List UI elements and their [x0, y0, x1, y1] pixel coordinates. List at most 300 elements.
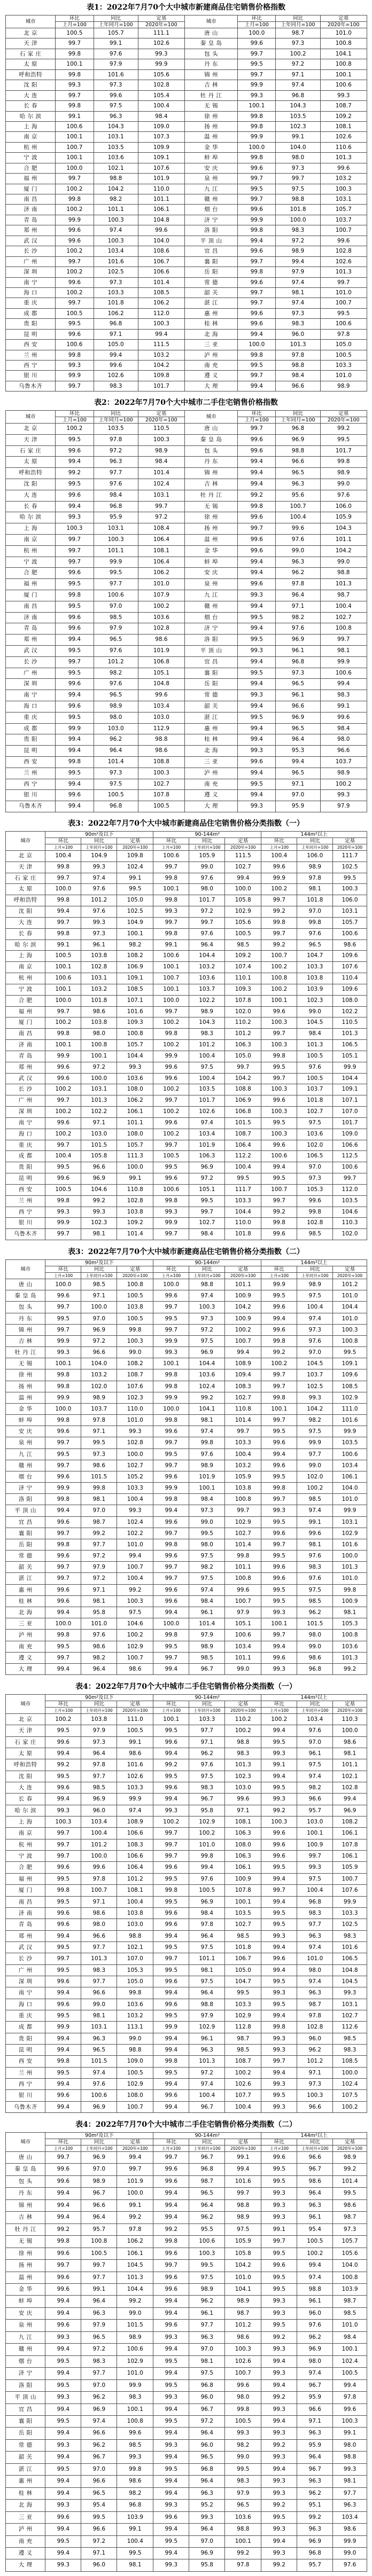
city-name-cell: 成 都	[6, 308, 56, 318]
index-value-cell: 99.3	[238, 690, 276, 701]
index-value-cell: 102.0	[297, 1140, 333, 1151]
index-value-cell: 99.4	[153, 2296, 189, 2307]
index-value-cell: 100.3	[45, 1816, 81, 1828]
index-value-cell: 99.4	[56, 690, 94, 701]
city-name-cell: 宜 昌	[185, 656, 238, 668]
index-value-cell: 100.6	[320, 319, 367, 329]
index-value-cell: 96.9	[189, 1896, 225, 1907]
index-value-cell: 99.7	[153, 1828, 189, 1839]
index-value-cell: 113.1	[117, 2022, 153, 2033]
table-row	[6, 2452, 367, 2463]
city-name-cell: 北 海	[6, 2500, 45, 2511]
index-value-cell: 97.7	[333, 2487, 367, 2499]
city-name-cell: 长 春	[6, 501, 56, 512]
index-value-cell: 99.3	[261, 2344, 297, 2355]
table-row	[6, 174, 367, 184]
index-value-cell: 99.7	[153, 917, 189, 928]
index-value-cell: 98.7	[276, 28, 320, 38]
table-row	[6, 534, 367, 545]
index-value-cell: 109.2	[225, 951, 261, 962]
subheader-row	[6, 2146, 367, 2152]
city-name-cell: 平 顶 山	[185, 645, 238, 656]
index-value-cell: 100.1	[189, 1483, 225, 1494]
table-row	[6, 1062, 367, 1073]
index-value-cell: 102.7	[297, 1107, 333, 1118]
index-value-cell: 97.6	[320, 490, 367, 501]
index-value-cell: 102.6	[225, 2355, 261, 2367]
index-column-header: 同比	[81, 838, 117, 844]
table-row	[6, 215, 367, 225]
index-value-cell: 100.7	[117, 1652, 153, 1663]
index-value-cell: 100.4	[297, 1302, 333, 1313]
index-value-cell: 98.4	[276, 371, 320, 381]
base-period-header: 上年同月=100	[94, 22, 138, 28]
city-name-cell: 厦 门	[6, 1017, 45, 1029]
index-value-cell: 96.9	[81, 2101, 117, 2112]
index-value-cell: 97.1	[189, 1736, 225, 1748]
city-name-cell: 南 宁	[6, 1117, 45, 1129]
index-value-cell: 100.5	[117, 1290, 153, 1302]
index-value-cell: 103.0	[225, 1782, 261, 1794]
index-value-cell: 99.6	[153, 1290, 189, 1302]
index-value-cell: 99.2	[261, 2392, 297, 2403]
index-value-cell: 96.7	[189, 2403, 225, 2415]
table-title: 表4：2022年7月70个大中城市二手住宅销售价格分类指数（一）	[75, 1682, 297, 1691]
index-value-cell: 99.4	[261, 1313, 297, 1324]
index-value-cell: 99.5	[45, 2415, 81, 2427]
city-name-cell: 唐 山	[6, 1279, 45, 1290]
city-name-cell: 广 州	[6, 256, 56, 267]
index-value-cell: 99.5	[117, 884, 153, 895]
index-value-cell: 100.2	[261, 1358, 297, 1369]
index-value-cell: 105.0	[117, 1976, 153, 1987]
city-name-cell: 秦 皇 岛	[6, 1290, 45, 1302]
index-value-cell: 97.2	[276, 59, 320, 69]
index-value-cell: 99.6	[45, 1290, 81, 1302]
index-value-cell: 99.4	[45, 2212, 81, 2223]
index-value-cell: 99.6	[45, 2175, 81, 2187]
table-row	[6, 1107, 367, 1118]
index-value-cell: 98.7	[297, 1999, 333, 2010]
city-name-cell: 长 春	[6, 101, 56, 111]
index-value-cell: 98.6	[81, 1907, 117, 1919]
index-value-cell: 101.4	[138, 468, 184, 479]
index-value-cell: 96.3	[276, 557, 320, 568]
index-value-cell: 99.6	[153, 2511, 189, 2523]
index-value-cell: 97.4	[276, 298, 320, 308]
index-column-header: 同比	[189, 2139, 225, 2146]
index-value-cell: 110.3	[333, 1218, 367, 1229]
index-value-cell: 100.0	[153, 995, 189, 1006]
index-value-cell: 99.6	[238, 545, 276, 557]
index-value-cell: 98.9	[189, 2283, 225, 2295]
index-column-header: 同比	[94, 15, 138, 22]
index-value-cell: 99.6	[297, 1195, 333, 1207]
city-name-cell: 济 宁	[6, 1483, 45, 1494]
table-row	[6, 1335, 367, 1346]
city-name-cell: 惠 州	[185, 308, 238, 318]
index-value-cell: 99.2	[189, 1392, 225, 1403]
table-row	[6, 1976, 367, 1987]
index-value-cell: 101.3	[117, 2272, 153, 2283]
city-name-cell: 襄 阳	[6, 1528, 45, 1539]
index-value-cell: 101.6	[117, 1759, 153, 1771]
index-value-cell: 101.9	[117, 2175, 153, 2187]
index-value-cell: 99.9	[45, 1392, 81, 1403]
index-value-cell: 97.6	[297, 1725, 333, 1736]
index-value-cell: 98.9	[94, 701, 138, 712]
index-value-cell: 97.0	[81, 2463, 117, 2475]
index-value-cell: 102.5	[94, 267, 138, 277]
index-value-cell: 97.1	[276, 601, 320, 612]
table-row	[6, 2152, 367, 2164]
index-value-cell: 99.3	[45, 2500, 81, 2511]
index-value-cell: 103.1	[320, 194, 367, 205]
index-value-cell: 99.1	[56, 111, 94, 121]
index-value-cell: 99.8	[117, 1987, 153, 1999]
base-period-header: 上年同月=100	[189, 1708, 225, 1714]
index-value-cell: 99.4	[261, 1941, 297, 1953]
index-value-cell: 106.2	[138, 298, 184, 308]
city-name-cell: 银 川	[6, 2090, 45, 2101]
index-value-cell: 104.0	[333, 1483, 367, 1494]
index-value-cell: 96.4	[189, 1930, 225, 1941]
index-value-cell: 112.6	[333, 2022, 367, 2033]
index-value-cell: 99.3	[153, 2439, 189, 2451]
table-row	[6, 1930, 367, 1941]
index-value-cell: 99.8	[238, 121, 276, 131]
index-value-cell: 99.7	[153, 1095, 189, 1107]
index-value-cell: 107.0	[333, 1107, 367, 1118]
index-value-cell: 96.9	[297, 2535, 333, 2547]
city-name-cell: 包 头	[6, 1302, 45, 1313]
header-row	[6, 411, 367, 417]
index-value-cell: 99.6	[56, 236, 94, 246]
index-value-cell: 99.7	[56, 557, 94, 568]
index-value-cell: 97.3	[333, 2223, 367, 2235]
city-name-cell: 济 宁	[6, 2368, 45, 2379]
index-value-cell: 101.3	[320, 267, 367, 277]
city-name-cell: 兰 州	[6, 1195, 45, 1207]
table-row	[6, 623, 367, 635]
index-value-cell: 107.6	[117, 1381, 153, 1392]
index-value-cell: 100.2	[45, 1714, 81, 1725]
index-value-cell: 105.8	[81, 1151, 117, 1162]
city-name-cell: 九 江	[185, 184, 238, 194]
index-value-cell: 99.8	[56, 194, 94, 205]
index-value-cell: 99.6	[56, 679, 94, 690]
table-row	[6, 656, 367, 668]
index-value-cell: 100.2	[56, 287, 94, 297]
table-row	[6, 1006, 367, 1017]
base-period-header: 上月=100	[238, 22, 276, 28]
city-name-cell: 银 川	[6, 790, 56, 801]
city-name-cell: 徐 州	[185, 512, 238, 523]
index-value-cell: 101.2	[117, 1873, 153, 1884]
index-value-cell: 101.4	[189, 1618, 225, 1630]
table-row	[6, 1641, 367, 1652]
index-value-cell: 104.2	[225, 1302, 261, 1313]
index-value-cell: 102.5	[333, 1919, 367, 1930]
index-value-cell: 96.2	[189, 2296, 225, 2307]
index-value-cell: 99.4	[153, 2044, 189, 2055]
index-value-cell: 98.0	[297, 1964, 333, 1976]
index-value-cell: 95.7	[81, 2223, 117, 2235]
index-value-cell: 103.2	[189, 962, 225, 973]
index-value-cell: 101.0	[81, 1618, 117, 1630]
document-page	[5, 0, 367, 2576]
index-value-cell: 102.6	[225, 2079, 261, 2090]
index-value-cell: 101.6	[94, 256, 138, 267]
index-value-cell: 99.3	[261, 2524, 297, 2535]
city-name-cell: 西 宁	[6, 361, 56, 371]
index-value-cell: 100.5	[56, 28, 94, 38]
city-name-cell: 岳 阳	[6, 2428, 45, 2439]
index-value-cell: 99.5	[189, 1195, 225, 1207]
index-value-cell: 98.5	[81, 1782, 117, 1794]
city-name-cell: 韶 关	[6, 2452, 45, 2463]
index-value-cell: 99.6	[261, 1851, 297, 1862]
index-value-cell: 96.8	[276, 424, 320, 435]
city-name-cell: 重 庆	[6, 1140, 45, 1151]
table-row	[6, 2392, 367, 2403]
index-value-cell: 101.0	[320, 371, 367, 381]
index-value-cell: 110.4	[333, 973, 367, 984]
table-row	[6, 49, 367, 59]
index-value-cell: 106.2	[117, 2236, 153, 2248]
index-value-cell: 100.2	[153, 1129, 189, 1140]
index-value-cell: 102.7	[225, 1392, 261, 1403]
index-value-cell: 100.4	[117, 2535, 153, 2547]
index-value-cell: 96.9	[189, 2547, 225, 2559]
area-group-header: 90m²及以下	[45, 1260, 153, 1266]
index-value-cell: 99.1	[261, 1759, 297, 1771]
index-value-cell: 101.2	[333, 1279, 367, 1290]
index-value-cell: 96.0	[276, 329, 320, 339]
index-value-cell: 99.7	[45, 1573, 81, 1584]
index-value-cell: 103.6	[189, 1369, 225, 1381]
index-value-cell: 99.4	[45, 2079, 81, 2090]
index-value-cell: 102.9	[189, 1816, 225, 1828]
index-value-cell: 99.8	[261, 1335, 297, 1346]
index-value-cell: 100.3	[333, 884, 367, 895]
index-value-cell: 99.5	[261, 1173, 297, 1185]
index-value-cell: 98.1	[320, 645, 367, 656]
header-row	[6, 1266, 367, 1273]
index-value-cell: 102.9	[117, 2355, 153, 2367]
index-value-cell: 99.7	[45, 2260, 81, 2272]
table-section-2	[5, 395, 367, 816]
index-value-cell: 96.3	[297, 1987, 333, 1999]
table-row	[6, 163, 367, 173]
index-value-cell: 99.6	[153, 1999, 189, 2010]
index-column-header: 同比	[297, 1266, 333, 1273]
index-value-cell: 102.8	[81, 962, 117, 973]
city-name-cell: 安 庆	[6, 2307, 45, 2319]
index-value-cell: 100.8	[320, 59, 367, 69]
index-value-cell: 97.5	[189, 2272, 225, 2283]
index-value-cell: 99.8	[153, 873, 189, 884]
base-period-header: 上月=100	[153, 1273, 189, 1279]
base-period-header: 2020年=100	[117, 1708, 153, 1714]
index-value-cell: 99.5	[261, 1551, 297, 1562]
index-value-cell: 98.5	[297, 1229, 333, 1240]
city-name-cell: 九 江	[6, 1448, 45, 1460]
index-value-cell: 97.8	[117, 2223, 153, 2235]
index-value-cell: 96.6	[297, 2152, 333, 2164]
index-value-cell: 106.6	[138, 267, 184, 277]
index-value-cell: 97.1	[297, 2067, 333, 2078]
index-value-cell: 96.9	[333, 1805, 367, 1816]
index-value-cell: 99.6	[320, 163, 367, 173]
index-value-cell: 103.7	[189, 984, 225, 995]
index-value-cell: 99.6	[153, 1595, 189, 1607]
index-value-cell: 103.8	[297, 973, 333, 984]
base-period-header: 上年同月=100	[189, 1273, 225, 1279]
index-value-cell: 99.7	[56, 38, 94, 49]
index-value-cell: 99.9	[45, 1483, 81, 1494]
index-value-cell: 97.6	[189, 1759, 225, 1771]
index-value-cell: 97.8	[333, 2392, 367, 2403]
table-row	[6, 851, 367, 862]
index-value-cell: 98.0	[297, 2355, 333, 2367]
city-name-cell: 桂 林	[6, 2487, 45, 2499]
index-value-cell: 99.0	[297, 1641, 333, 1652]
index-value-cell: 102.8	[117, 1437, 153, 1448]
index-value-cell: 99.3	[238, 645, 276, 656]
index-value-cell: 96.4	[189, 2476, 225, 2487]
index-value-cell: 97.0	[297, 1736, 333, 1748]
base-period-header: 上年同月=100	[189, 2146, 225, 2152]
index-value-cell: 104.4	[189, 951, 225, 962]
table-row	[6, 1759, 367, 1771]
index-value-cell: 105.0	[225, 1964, 261, 1976]
index-value-cell: 98.2	[94, 668, 138, 679]
index-value-cell: 96.8	[117, 2500, 153, 2511]
index-value-cell: 97.0	[297, 1347, 333, 1358]
index-value-cell: 99.4	[45, 1748, 81, 1759]
index-value-cell: 101.5	[117, 2320, 153, 2331]
index-value-cell: 103.4	[81, 1816, 117, 1828]
index-value-cell: 97.6	[297, 1551, 333, 1562]
index-value-cell: 100.2	[45, 1107, 81, 1118]
index-value-cell: 100.3	[117, 1335, 153, 1346]
city-name-cell: 无 锡	[6, 1358, 45, 1369]
table-row	[6, 790, 367, 801]
index-value-cell: 99.8	[45, 1381, 81, 1392]
table-row	[6, 756, 367, 768]
city-name-cell: 扬 州	[185, 523, 238, 535]
city-name-cell: 南 宁	[6, 690, 56, 701]
index-value-cell: 98.9	[297, 1279, 333, 1290]
index-value-cell: 96.8	[189, 2164, 225, 2175]
index-value-cell: 99.8	[320, 457, 367, 468]
index-value-cell: 108.7	[225, 1129, 261, 1140]
index-column-header: 同比	[297, 1701, 333, 1708]
index-value-cell: 97.2	[189, 2067, 225, 2078]
index-value-cell: 99.7	[238, 256, 276, 267]
index-value-cell: 99.7	[81, 2260, 117, 2272]
index-value-cell: 101.1	[225, 1279, 261, 1290]
index-value-cell: 102.3	[117, 1392, 153, 1403]
index-value-cell: 99.5	[261, 2272, 297, 2283]
index-value-cell: 98.1	[297, 884, 333, 895]
index-value-cell: 102.6	[117, 1771, 153, 1782]
city-name-cell: 济 南	[6, 205, 56, 215]
index-value-cell: 104.9	[81, 851, 117, 862]
index-value-cell: 99.8	[56, 69, 94, 80]
city-name-cell: 湛 江	[6, 1573, 45, 1584]
index-value-cell: 96.3	[189, 2487, 225, 2499]
index-value-cell: 99.5	[81, 1437, 117, 1448]
index-value-cell: 100.2	[117, 1630, 153, 1641]
index-column-header: 定基	[225, 2139, 261, 2146]
index-value-cell: 104.3	[94, 121, 138, 131]
city-name-cell: 西 安	[6, 2056, 45, 2067]
index-value-cell: 97.1	[81, 1426, 117, 1437]
index-value-cell: 100.5	[297, 1051, 333, 1062]
city-name-cell: 大 理	[6, 1663, 45, 1674]
index-value-cell: 104.2	[320, 545, 367, 557]
city-name-cell: 福 州	[6, 579, 56, 590]
index-value-cell: 101.2	[297, 2056, 333, 2067]
base-period-header: 2020年=100	[117, 2146, 153, 2152]
city-name-cell: 三 亚	[6, 1618, 45, 1630]
city-name-cell: 深 圳	[6, 679, 56, 690]
table-row	[6, 59, 367, 69]
index-value-cell: 108.5	[333, 2056, 367, 2067]
index-value-cell: 99.6	[45, 2272, 81, 2283]
index-value-cell: 99.5	[56, 645, 94, 656]
index-value-cell: 109.3	[225, 984, 261, 995]
index-column-header: 环比	[153, 1266, 189, 1273]
index-value-cell: 99.9	[153, 1392, 189, 1403]
index-value-cell: 99.4	[45, 1987, 81, 1999]
index-value-cell: 112.8	[225, 2022, 261, 2033]
index-value-cell: 99.6	[153, 1551, 189, 1562]
index-value-cell: 99.5	[45, 2010, 81, 2021]
index-value-cell: 99.6	[261, 1437, 297, 1448]
index-value-cell: 102.7	[138, 779, 184, 790]
index-value-cell: 99.0	[276, 545, 320, 557]
index-value-cell: 97.5	[117, 1607, 153, 1618]
index-value-cell: 104.8	[138, 679, 184, 690]
index-value-cell: 96.9	[276, 635, 320, 646]
index-value-cell: 99.4	[276, 756, 320, 768]
index-value-cell: 99.4	[189, 1862, 225, 1873]
index-value-cell: 97.0	[81, 2164, 117, 2175]
index-value-cell: 106.9	[225, 1095, 261, 1107]
city-name-cell: 南 昌	[6, 1896, 45, 1907]
city-name-cell: 丹 东	[185, 457, 238, 468]
table-row	[6, 1663, 367, 1674]
index-value-cell: 106.5	[333, 1953, 367, 1964]
index-value-cell: 98.1	[297, 1539, 333, 1550]
index-value-cell: 100.5	[45, 1184, 81, 1195]
index-value-cell: 97.0	[94, 601, 138, 612]
index-value-cell: 95.5	[189, 2223, 225, 2235]
table-row	[6, 1999, 367, 2010]
index-value-cell: 100.8	[225, 1573, 261, 1584]
base-period-header: 上月=100	[45, 2146, 81, 2152]
index-value-cell: 106.7	[225, 1953, 261, 1964]
index-value-cell: 99.9	[153, 1483, 189, 1494]
index-value-cell: 98.6	[81, 1641, 117, 1652]
index-value-cell: 101.3	[320, 153, 367, 163]
index-value-cell: 99.5	[320, 308, 367, 318]
index-value-cell: 100.3	[320, 184, 367, 194]
index-value-cell: 98.0	[94, 712, 138, 723]
